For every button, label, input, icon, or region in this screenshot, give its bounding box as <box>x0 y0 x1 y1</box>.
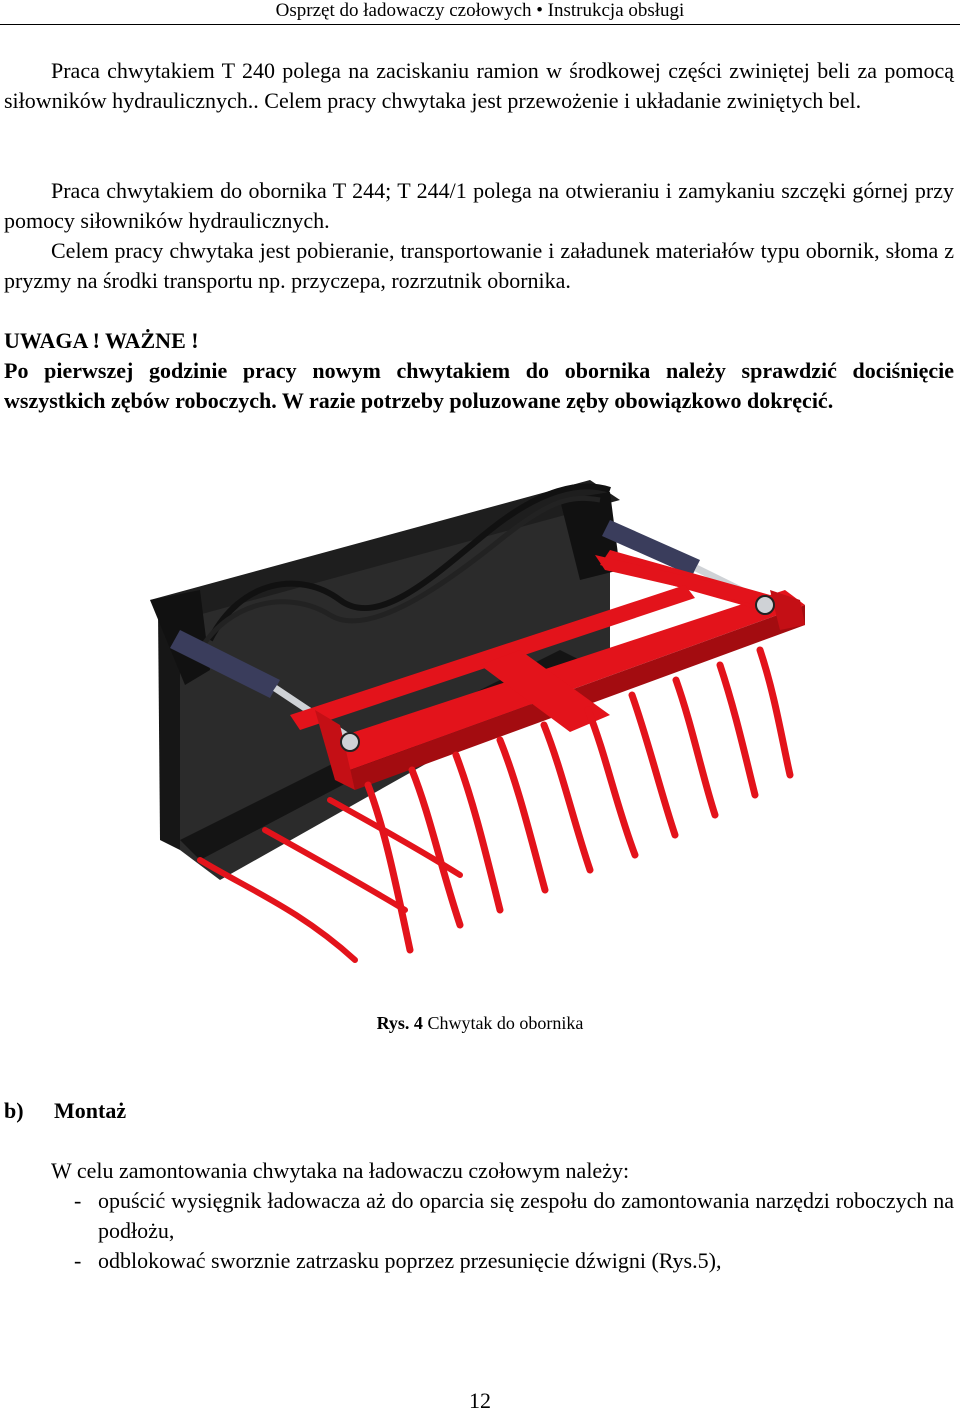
paragraph-manure-grab-purpose: Celem pracy chwytaka jest pobieranie, transportowanie i załadunek materiałów typu obornik, słoma z pryzmy na środki transportu np. przyczepa, rozrzutnik obornika. <box>4 238 954 293</box>
page-header: Osprzęt do ładowaczy czołowych • Instrukcja obsługi <box>0 0 960 25</box>
list-item <box>74 1246 954 1276</box>
list-dash: - <box>74 1188 82 1213</box>
list-item <box>74 1186 954 1246</box>
warning-title: UWAGA ! WAŻNE ! <box>4 328 199 353</box>
page-number: 12 <box>469 1388 491 1413</box>
list-dash: - <box>74 1248 82 1273</box>
figure-caption-text: Chwytak do obornika <box>427 1013 584 1033</box>
manure-grab-illustration <box>140 470 820 980</box>
section-number: b) <box>4 1098 24 1123</box>
paragraph-manure-grab-operation: Praca chwytakiem do obornika T 244; T 244/1 polega na otwieraniu i zamykaniu szczęki górnej przy pomocy siłowników hydraulicznych. <box>4 178 954 233</box>
pivot-left <box>341 733 359 751</box>
list-item-text: opuścić wysięgnik ładowacza aż do oparcia się zespołu do zamontowania narzędzi roboczych na podłożu, <box>98 1188 954 1243</box>
list-item-text: odblokować sworznie zatrzasku poprzez przesunięcie dźwigni (Rys.5), <box>98 1248 722 1273</box>
warning-text: Po pierwszej godzinie pracy nowym chwytakiem do obornika należy sprawdzić dociśnięcie wszystkich zębów roboczych. W razie potrzeby poluzowane zęby obowiązkowo dokręcić. <box>4 358 954 413</box>
section-title: Montaż <box>54 1098 127 1123</box>
paragraph-bale-grab: Praca chwytakiem T 240 polega na zaciskaniu ramion w środkowej części zwiniętej beli za pomocą siłowników hydraulicznych.. Celem pracy chwytaka jest przewożenie i układanie zwiniętych bel. <box>4 58 954 113</box>
figure-caption-label: Rys. 4 <box>376 1013 423 1033</box>
figure-caption <box>0 1012 960 1034</box>
pivot-right <box>756 596 774 614</box>
section-heading <box>4 1096 126 1126</box>
mounting-intro: W celu zamontowania chwytaka na ładowaczu czołowym należy: <box>51 1158 630 1183</box>
